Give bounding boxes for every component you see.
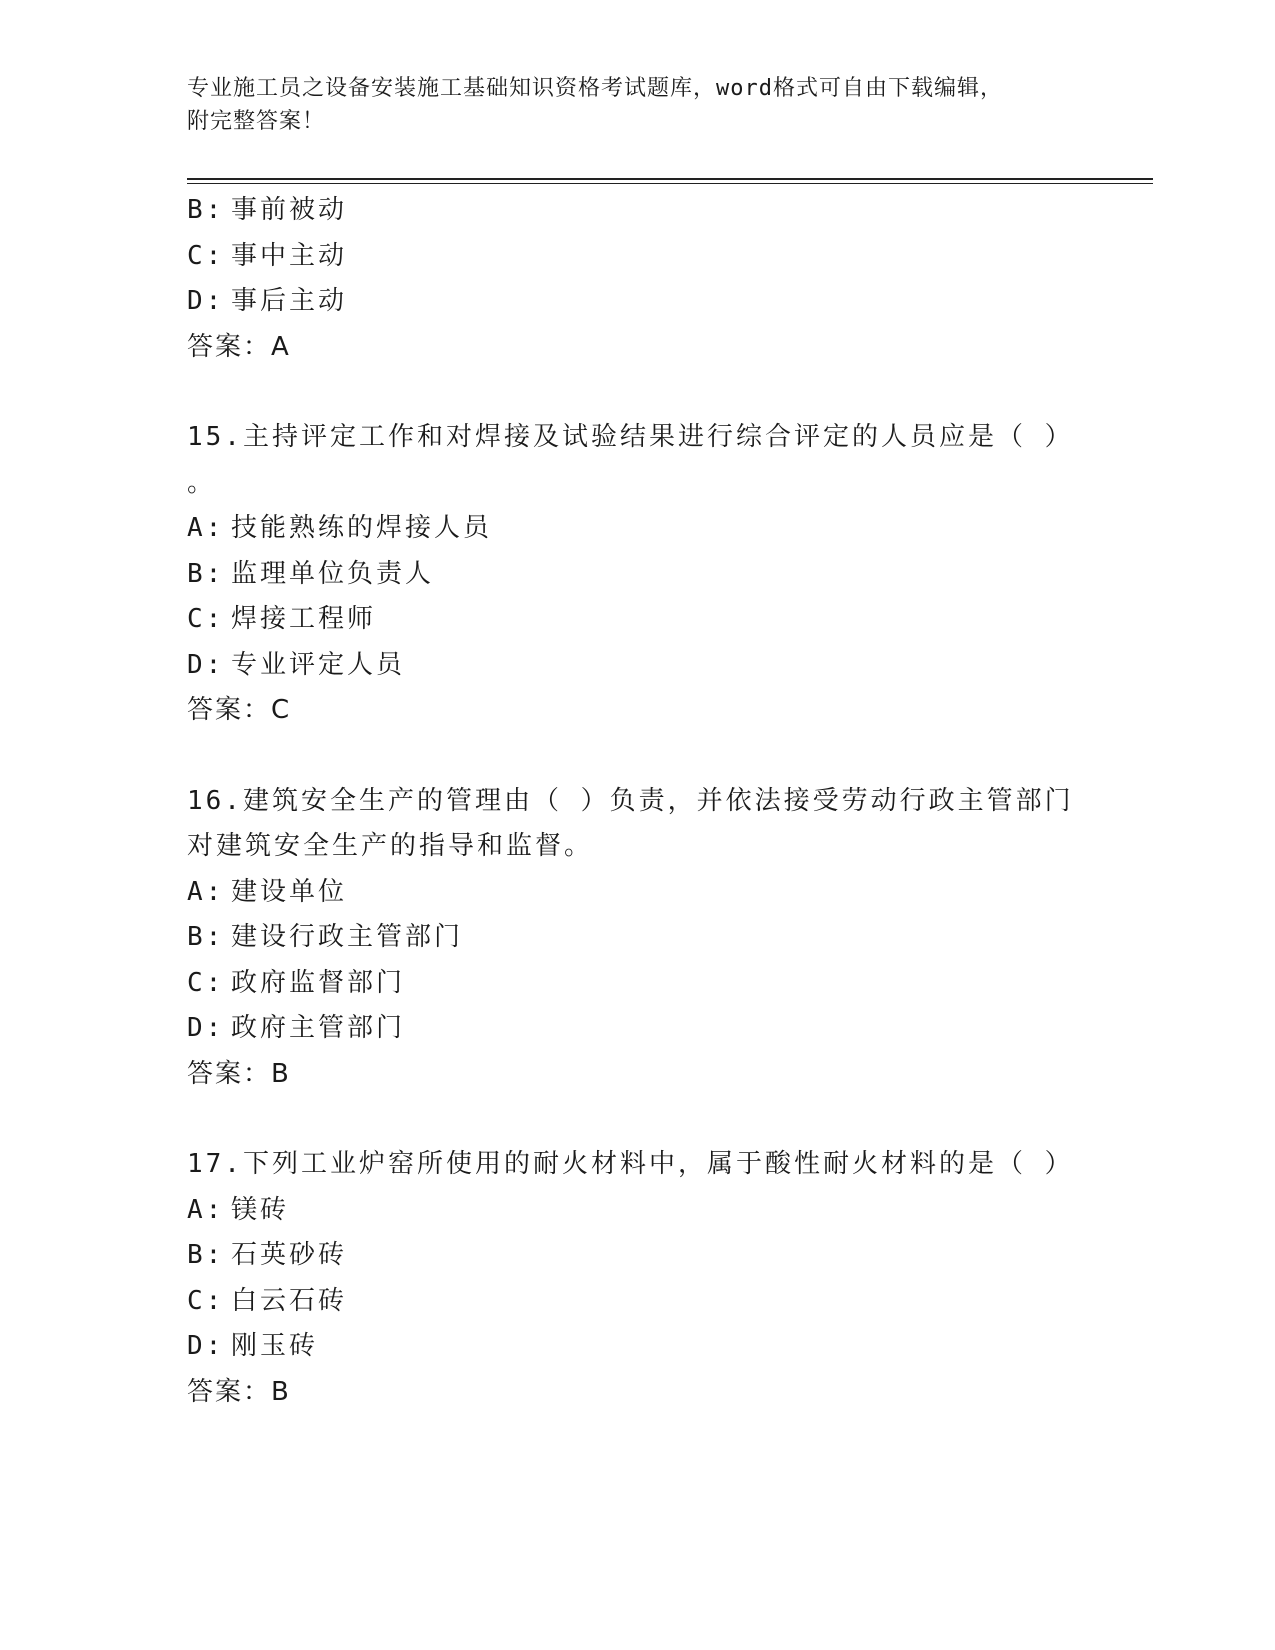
question-16 [187,779,1087,1098]
option-c: C: 政府监督部门 [187,967,406,998]
option-d: D: 政府主管部门 [187,1013,406,1043]
answer-line: 答案：C [187,695,292,725]
option-c: C: 事中主动 [187,240,348,271]
answer-line: 答案：B [187,1376,291,1407]
option-c: C: 白云石砖 [187,1285,348,1316]
answer-line: 答案：B [187,1058,291,1089]
question-stem-line: 对建筑安全生产的指导和监督。 [187,831,594,861]
option-b: B: 事前被动 [187,195,348,225]
header-line-2: 附完整答案！ [187,109,326,134]
option-d: D: 刚玉砖 [187,1331,319,1361]
question-partial [187,188,1087,370]
option-b: B: 石英砂砖 [187,1240,348,1270]
question-stem-line: 17.下列工业炉窑所使用的耐火材料中，属于酸性耐火材料的是（ ） [187,1149,1074,1179]
header-divider-thin [187,183,1153,184]
question-stem-line: 15.主持评定工作和对焊接及试验结果进行综合评定的人员应是（ ） [187,422,1074,452]
option-b: B: 建设行政主管部门 [187,922,464,952]
question-17 [187,1142,1087,1415]
document-header [187,72,1067,138]
answer-line: 答案：A [187,331,291,362]
option-a: A: 建设单位 [187,876,348,907]
question-stem-line: 。 [187,467,217,498]
option-a: A: 技能熟练的焊接人员 [187,513,493,543]
option-d: D: 专业评定人员 [187,649,406,680]
option-c: C: 焊接工程师 [187,604,377,634]
question-list [187,188,1087,1415]
option-a: A: 镁砖 [187,1194,290,1225]
option-b: B: 监理单位负责人 [187,558,435,589]
option-d: D: 事后主动 [187,286,348,316]
question-stem-line: 16.建筑安全生产的管理由（ ）负责，并依法接受劳动行政主管部门 [187,785,1074,816]
question-15 [187,415,1087,734]
header-line-1: 专业施工员之设备安装施工基础知识资格考试题库，word格式可自由下载编辑， [187,76,1003,101]
header-divider-thick [187,178,1153,180]
